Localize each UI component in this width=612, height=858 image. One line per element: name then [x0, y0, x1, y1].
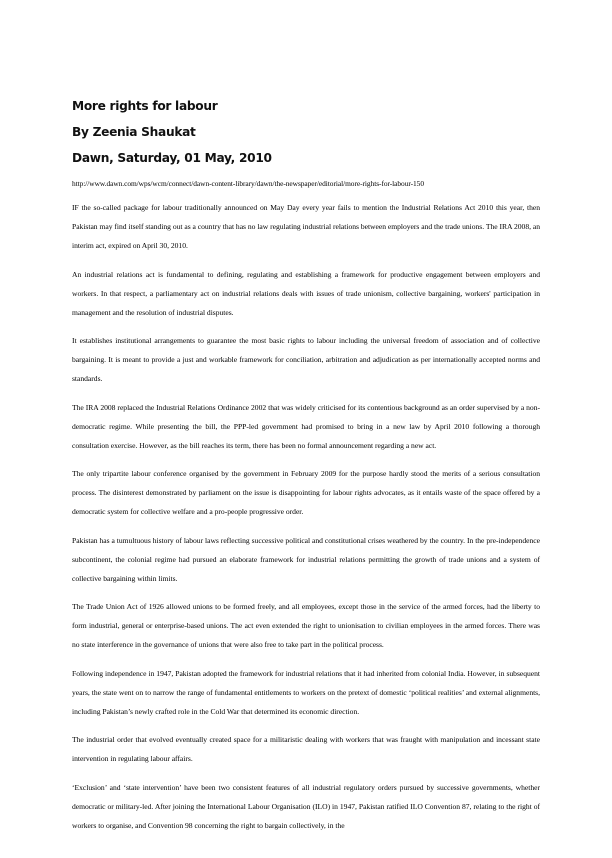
paragraph: The industrial order that evolved eventually created space for a militaristic dealing with workers that was fraught with manipulation and incessant state intervention in regulating labour affairs.	[72, 735, 540, 763]
paragraph: IF the so-called package for labour traditionally announced on May Day every year fails to mention the Industrial Relations Act 2010 this year, then Pakistan may find itself standing out as a country that has no law regulating industrial relations between employers and the trade unions. The IRA 2008, an interim act, expired on April 30, 2010.	[72, 203, 540, 250]
paragraph: An industrial relations act is fundamental to defining, regulating and establishing a framework for productive engagement between employers and workers. In that respect, a parliamentary act on industrial relations deals with issues of trade unionism, collective bargaining, workers' participation in management and the resolution of industrial disputes.	[72, 269, 540, 317]
article-byline: By Zeenia Shaukat	[72, 125, 196, 139]
document-page	[72, 98, 540, 844]
article-title: More rights for labour	[72, 99, 218, 113]
paragraph: The Trade Union Act of 1926 allowed unions to be formed freely, and all employees, except those in the service of the armed forces, had the liberty to form industrial, general or enterprise-based unions. The act even extended the right to unionisation to civilian employees in the armed forces. There was no state interference in the governance of unions that were also free to take part in the political process.	[72, 602, 540, 649]
paragraph: It establishes institutional arrangements to guarantee the most basic rights to labour including the universal freedom of association and of collective bargaining. It is meant to provide a just and workable framework for conciliation, arbitration and adjudication as per internationally accepted norms and standards.	[72, 336, 540, 383]
paragraph: Following independence in 1947, Pakistan adopted the framework for industrial relations that it had inherited from colonial India. However, in subsequent years, the state went on to narrow the range of fundamental entitlements to workers on the pretext of domestic ‘political realities’ and external alignments, including Pakistan’s newly crafted role in the Cold War that determined its economic direction.	[72, 668, 540, 716]
paragraph: The only tripartite labour conference organised by the government in February 2009 for the purpose hardly stood the merits of a serious consultation process. The disinterest demonstrated by parliament on the issue is disappointing for labour rights advocates, as it entails waste of the space offered by a democratic system for collective welfare and a pro-people progressive order.	[72, 469, 540, 516]
paragraph: Pakistan has a tumultuous history of labour laws reflecting successive political and constitutional crises weathered by the country. In the pre-independence subcontinent, the colonial regime had pursued an elaborate framework for industrial relations permitting the growth of trade unions and a system of collective bargaining within limits.	[72, 535, 540, 583]
source-url: http://www.dawn.com/wps/wcm/connect/dawn-content-library/dawn/the-newspaper/editorial/more-rights-for-labour-150	[72, 179, 424, 188]
article-dateline: Dawn, Saturday, 01 May, 2010	[72, 151, 272, 165]
paragraph: The IRA 2008 replaced the Industrial Relations Ordinance 2002 that was widely criticised for its contentious background as an order supervised by a non-democratic regime. While presenting the bill, the PPP-led government had promised to bring in a new law by April 2010 following a thorough consultation exercise. However, as the bill reaches its term, there has been no formal announcement regarding a new act.	[72, 402, 540, 450]
paragraph: ‘Exclusion’ and ‘state intervention’ have been two consistent features of all industrial regulatory orders pursued by successive governments, whether democratic or military-led. After joining the International Labour Organisation (ILO) in 1947, Pakistan ratified ILO Convention 87, relating to the right of workers to organise, and Convention 98 concerning the right to bargain collectively, in the	[72, 782, 540, 830]
